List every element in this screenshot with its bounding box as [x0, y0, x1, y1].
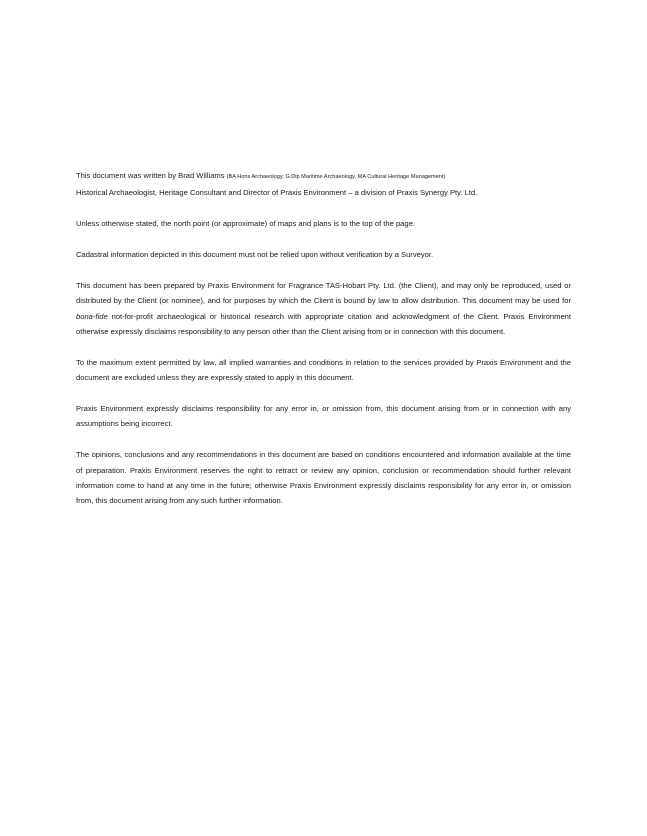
cadastral-note: Cadastral information depicted in this document must not be relied upon without verification by a Surveyor. [76, 250, 434, 259]
author-statement [76, 168, 571, 201]
north-point-note: Unless otherwise stated, the north point (or approximate) of maps and plans is to the top of the page. [76, 219, 415, 229]
disclaimer-content [76, 168, 571, 524]
bona-fide-term: bona-fide [76, 311, 108, 321]
author-credentials: (BA Hons Archaeology, G.Dip Maritime Archaeology, MA Cultural Heritage Management) [226, 174, 446, 180]
author-name-text: This document was written by Brad Williams [76, 171, 225, 180]
preparation-text-start: This document has been prepared by Praxis Environment for Fragrance TAS-Hobart Pty. Ltd. (the Client), and may only be reproduced, used or distributed by the Client (or nominee), and for purposes by which the Client is bound by law to allow distribution. This document may be used for [76, 280, 571, 306]
opinions-statement: The opinions, conclusions and any recommendations in this document are based on conditions encountered and information available at the time of preparation. Praxis Environment reserves the right to retract or review any opinion, conclusion or recommendation should further relevant information come to hand at any time in the future; otherwise Praxis Environment expressly disclaims responsibility for any error in, or omission from, this document arising from any such further information. [76, 450, 571, 506]
preparation-statement [76, 278, 571, 340]
responsibility-disclaimer: Praxis Environment expressly disclaims responsibility for any error in, or omission from, this document arising from or in connection with any assumptions being incorrect. [76, 404, 571, 429]
warranties-statement: To the maximum extent permitted by law, all implied warranties and conditions in relation to the services provided by Praxis Environment and the document are excluded unless they are expressly stated to apply in this document. [76, 357, 571, 383]
preparation-text-end: not-for-profit archaeological or historical research with appropriate citation and acknowledgment of the Client. Praxis Environment otherwise expressly disclaims responsibility to any person other than the Client arising from or in connection with this document. [76, 311, 571, 337]
author-line [76, 168, 571, 185]
author-role: Historical Archaeologist, Heritage Consultant and Director of Praxis Environment – a division of Praxis Synergy Pty. Ltd. [76, 188, 478, 198]
